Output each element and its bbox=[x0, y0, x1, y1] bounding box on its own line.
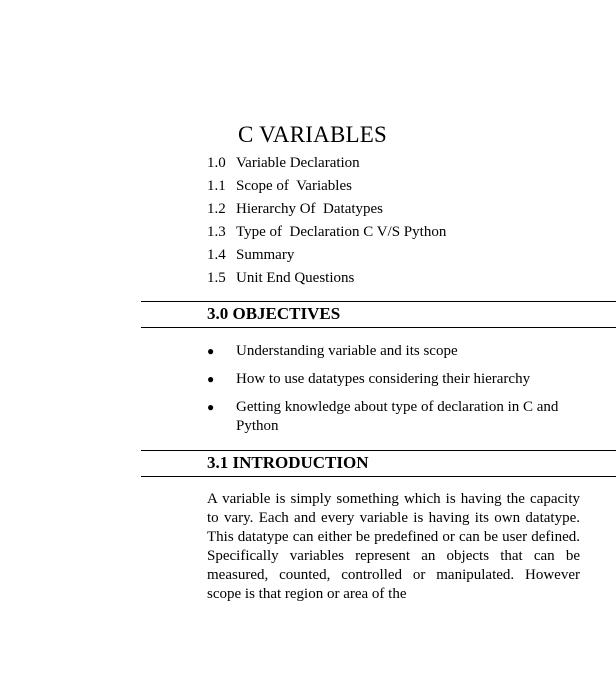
list-item-text: How to use datatypes considering their hierarchy bbox=[236, 371, 531, 387]
section-divider-bottom bbox=[141, 327, 616, 328]
list-item-text: Getting knowledge about type of declaration in C and Python bbox=[236, 399, 559, 434]
toc-item-label: Summary bbox=[236, 247, 295, 263]
toc-item bbox=[207, 176, 446, 199]
bullet-icon: ● bbox=[207, 400, 215, 414]
toc-item bbox=[207, 268, 446, 291]
toc-item bbox=[207, 222, 446, 245]
section-divider-top bbox=[141, 450, 616, 451]
toc-item-label: Scope of Variables bbox=[236, 178, 352, 194]
list-item bbox=[207, 370, 567, 389]
toc-item-number: 1.4 bbox=[207, 247, 226, 263]
table-of-contents bbox=[207, 153, 446, 291]
objectives-list bbox=[207, 342, 567, 445]
list-item-text: Understanding variable and its scope bbox=[236, 343, 458, 359]
toc-item-number: 1.3 bbox=[207, 224, 226, 240]
toc-item-number: 1.0 bbox=[207, 155, 226, 171]
bullet-icon: ● bbox=[207, 344, 215, 358]
toc-item-label: Type of Declaration C V/S Python bbox=[236, 224, 447, 240]
list-item bbox=[207, 342, 567, 361]
list-item bbox=[207, 398, 567, 436]
section-divider-bottom bbox=[141, 476, 616, 477]
toc-item-label: Variable Declaration bbox=[236, 155, 360, 171]
toc-item-number: 1.1 bbox=[207, 178, 226, 194]
objectives-heading: 3.0 OBJECTIVES bbox=[207, 304, 341, 323]
introduction-heading: 3.1 INTRODUCTION bbox=[207, 453, 369, 472]
bullet-icon: ● bbox=[207, 372, 215, 386]
toc-item-number: 1.5 bbox=[207, 270, 226, 286]
toc-item-label: Unit End Questions bbox=[236, 270, 355, 286]
toc-item bbox=[207, 245, 446, 268]
introduction-paragraph: A variable is simply something which is having the capacity to vary. Each and every variable is having its own datatype. This datatype can either be predefined or can be user defined. Specifically variables represent an objects that can be measured, counted, controlled or manipulated. However scope is that region or area of the bbox=[207, 491, 580, 602]
toc-item bbox=[207, 199, 446, 222]
toc-item-label: Hierarchy Of Datatypes bbox=[236, 201, 384, 217]
section-divider-top bbox=[141, 301, 616, 302]
chapter-title: C VARIABLES bbox=[238, 122, 387, 147]
toc-item-number: 1.2 bbox=[207, 201, 226, 217]
toc-item bbox=[207, 153, 446, 176]
